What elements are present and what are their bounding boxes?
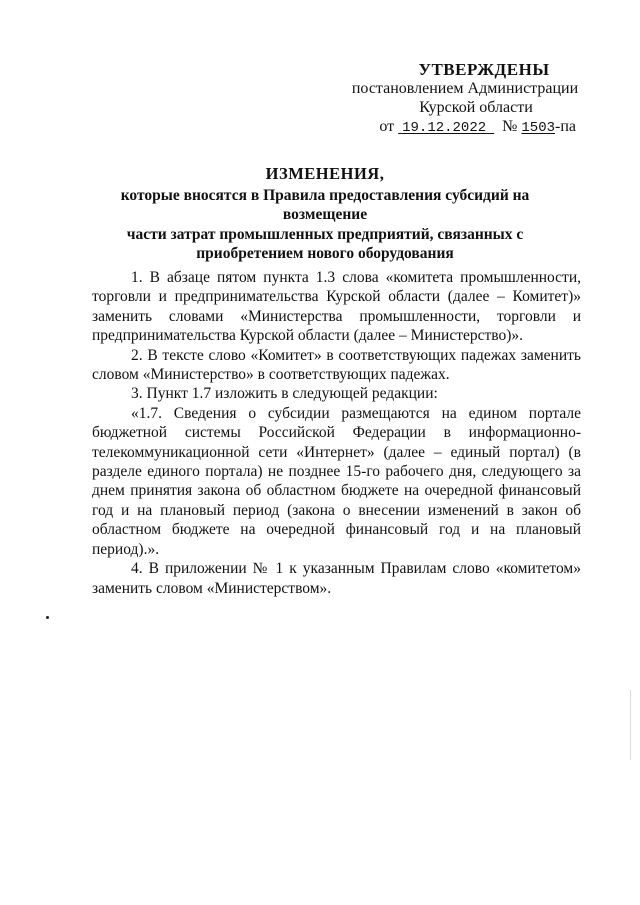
- paragraph-quoted-1-7: «1.7. Сведения о субсидии размещаются на едином портале бюджетной системы Российской Федерации в информационно-телекоммуникационной сети «Интернет» (далее – единый портал) (в разделе единого портала) не позднее 15-го рабочего дня, следующего за днем принятия закона об областном бюджете на очередной финансовый год и на плановый период (закона о внесении изменений в закон об областном бюджете на очередной финансовый год и на плановый период).».: [92, 404, 581, 558]
- paragraph-item-4: 4. В приложении № 1 к указанным Правилам слово «комитетом» заменить словом «Министерством».: [92, 560, 581, 597]
- approval-date-line: [340, 117, 590, 138]
- approval-heading: УТВЕРЖДЕНЫ: [418, 60, 550, 79]
- number-suffix: -па: [555, 118, 576, 135]
- scan-speck: [46, 616, 49, 619]
- paragraph-item-2: 2. В тексте слово «Комитет» в соответствующих падежах заменить словом «Министерство» в соответствующих падежах.: [92, 346, 581, 384]
- title-main: ИЗМЕНЕНИЯ,: [265, 164, 385, 183]
- title-subtitle-line: которые вносятся в Правила предоставления субсидий на возмещение: [120, 186, 530, 223]
- document-title: [80, 164, 570, 264]
- title-subtitle-line: приобретением нового оборудования: [196, 245, 454, 262]
- approval-number: 1503: [521, 120, 555, 136]
- document-body: [92, 268, 581, 598]
- approval-issuer: постановлением Администрации: [351, 80, 579, 97]
- approval-block: [340, 60, 590, 138]
- date-prefix: от: [379, 118, 395, 135]
- approval-date: 19.12.2022: [402, 120, 487, 136]
- number-prefix: №: [502, 118, 518, 135]
- approval-region: Курской области: [419, 99, 533, 116]
- title-subtitle-line: части затрат промышленных предприятий, связанных с: [126, 225, 524, 243]
- scan-edge-mark: [630, 690, 631, 760]
- paragraph-item-3: 3. Пункт 1.7 изложить в следующей редакции:: [131, 385, 438, 403]
- paragraph-item-1: 1. В абзаце пятом пункта 1.3 слова «комитета промышленности, торговли и предпринимательства Курской области (далее – Комитет)» заменить словами «Министерства промышленности, торговли и предпринимательства Курской области (далее – Министерство)».: [92, 269, 581, 345]
